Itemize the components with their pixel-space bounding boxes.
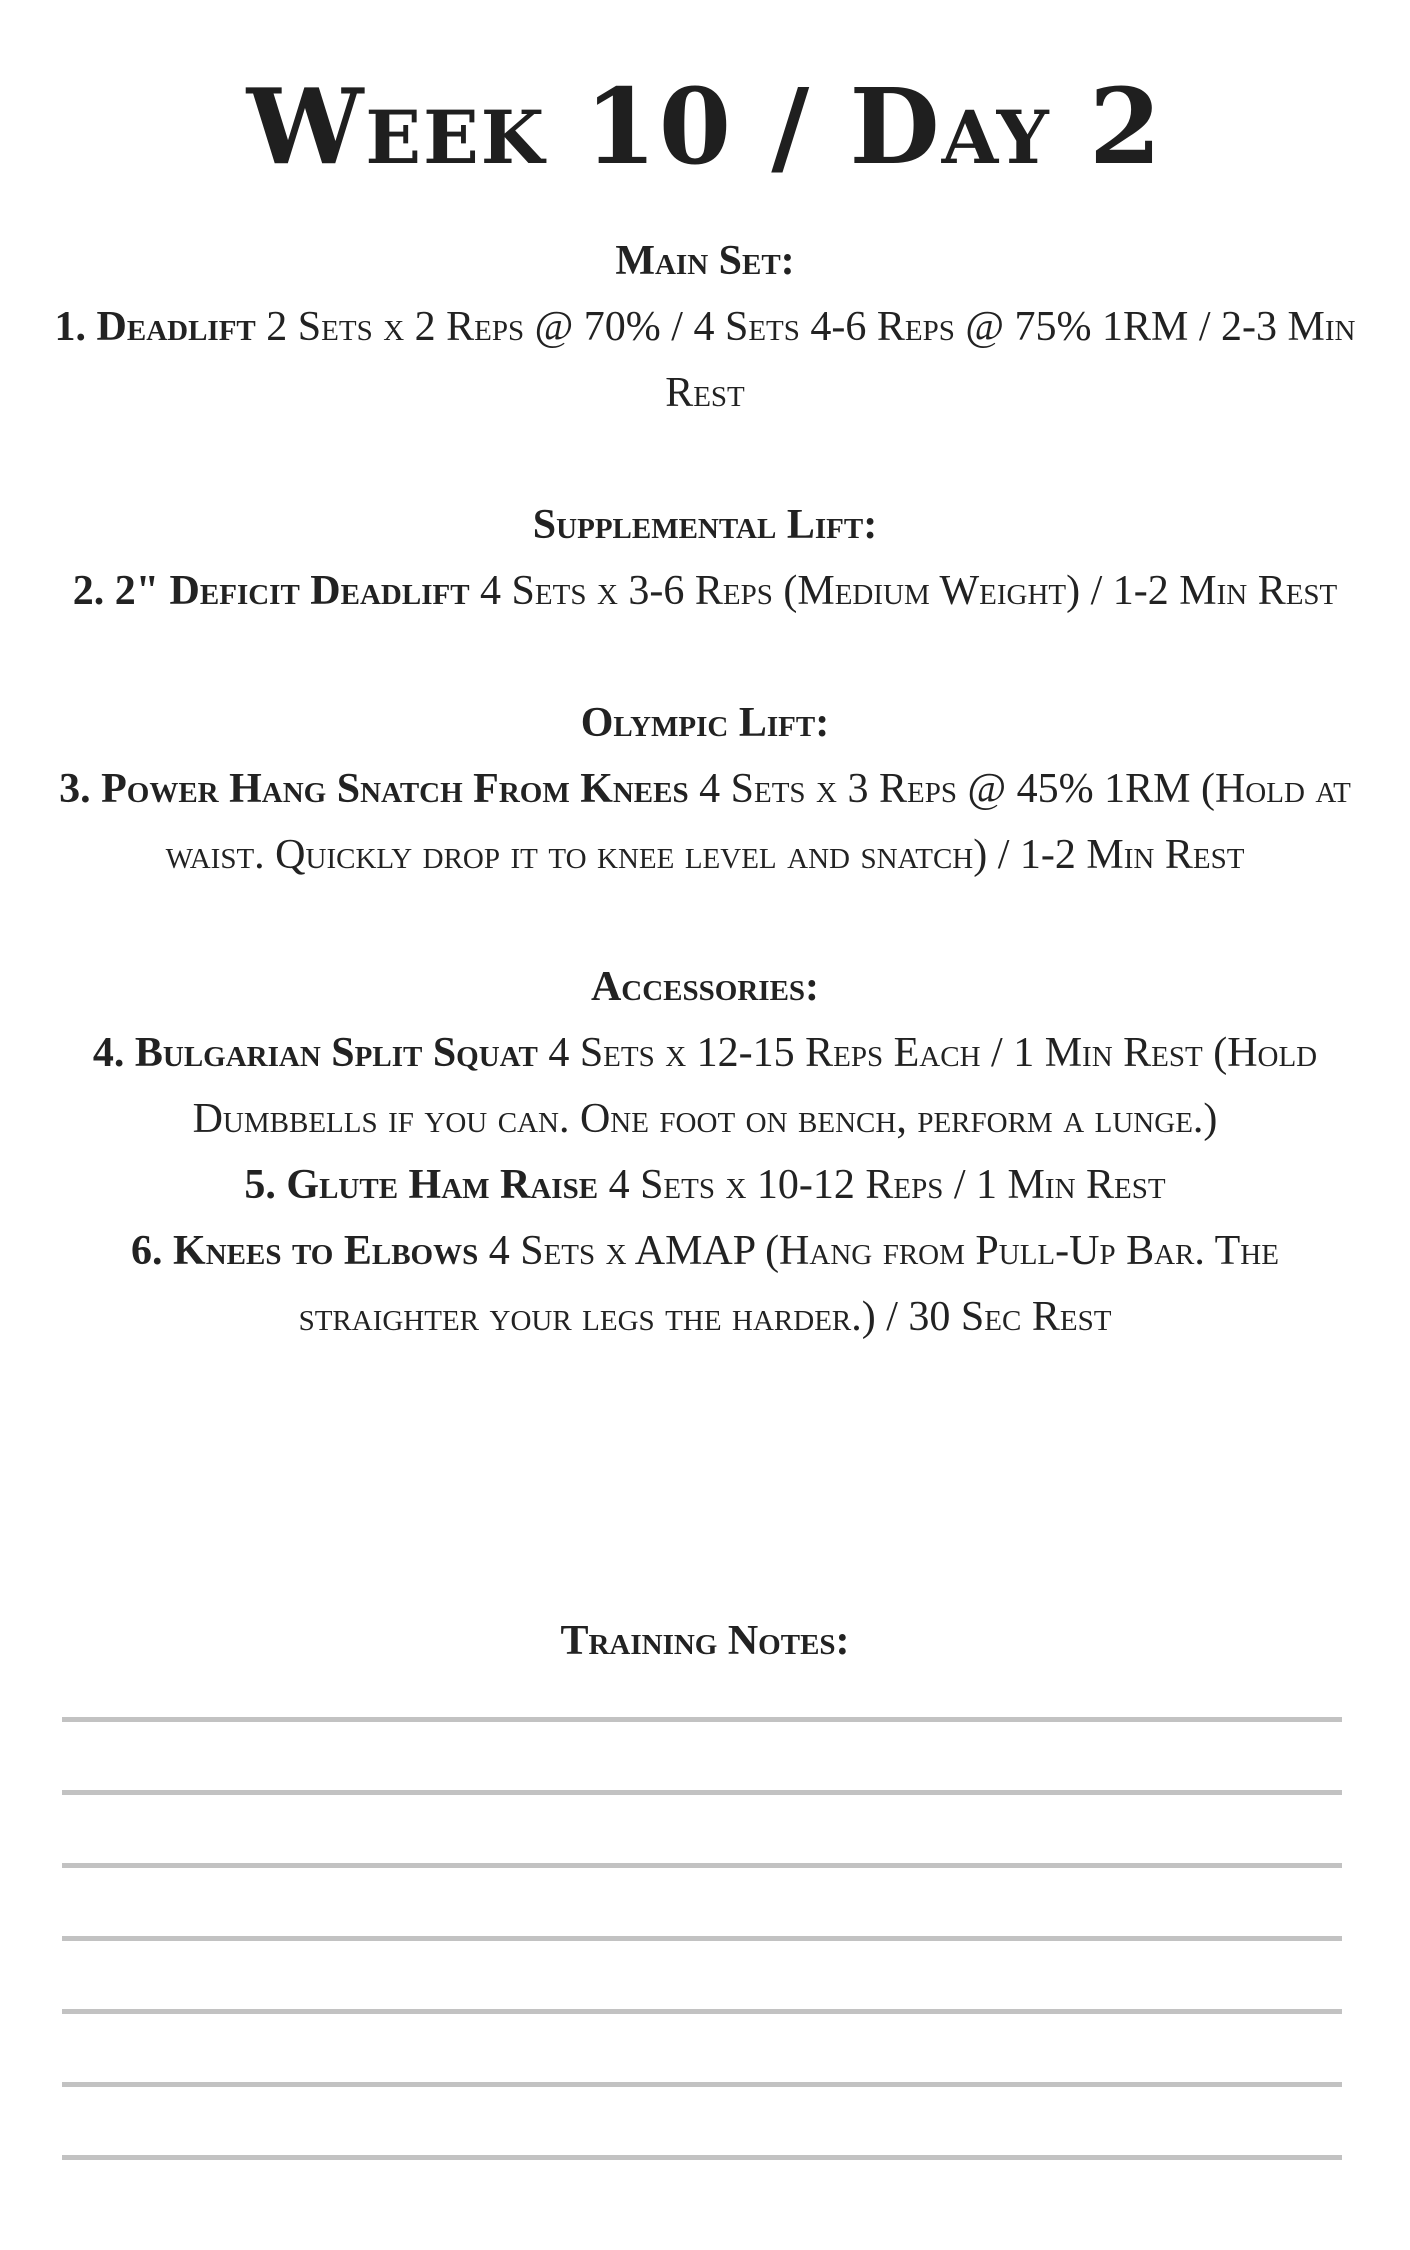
workout-content (40, 228, 1370, 1416)
note-line (62, 2009, 1342, 2014)
note-line (62, 2082, 1342, 2087)
exercise-detail: 4 Sets x 10-12 Reps / 1 Min Rest (598, 1162, 1166, 1208)
note-line (62, 1863, 1342, 1868)
exercise-name: 1. Deadlift (54, 304, 256, 350)
exercise-name: 4. Bulgarian Split Squat (92, 1030, 538, 1076)
exercise-detail: 4 Sets x 12-15 Reps Each / 1 Min Rest (Hold Dumbbells if you can. One foot on bench, perform a lunge.) (192, 1030, 1318, 1142)
supplemental-lift-heading: Supplemental Lift: (532, 502, 878, 548)
exercise-detail: 4 Sets x 3-6 Reps (Medium Weight) / 1-2 Min Rest (469, 568, 1338, 614)
exercise-name: 6. Knees to Elbows (131, 1228, 479, 1274)
exercise-item (40, 558, 1370, 624)
accessories-section (40, 954, 1370, 1350)
supplemental-lift-section (40, 492, 1370, 624)
exercise-name: 3. Power Hang Snatch From Knees (59, 766, 689, 812)
main-set-heading: Main Set: (615, 238, 795, 284)
exercise-name: 2. 2" Deficit Deadlift (72, 568, 470, 614)
main-set-section (40, 228, 1370, 426)
note-line (62, 1717, 1342, 1722)
page-title: Week 10 / Day 2 (246, 65, 1164, 188)
exercise-detail: 4 Sets x 3 Reps @ 45% 1RM (Hold at waist. Quickly drop it to knee level and snatch) / 1-2 Min Rest (165, 766, 1351, 878)
training-notes-heading: Training Notes: (560, 1618, 850, 1664)
note-line (62, 2155, 1342, 2160)
note-line (62, 1790, 1342, 1795)
olympic-lift-heading: Olympic Lift: (580, 700, 830, 746)
exercise-item (40, 294, 1370, 426)
note-line (62, 1936, 1342, 1941)
exercise-detail: 4 Sets x AMAP (Hang from Pull-Up Bar. The straighter your legs the harder.) / 30 Sec Rest (298, 1228, 1279, 1340)
exercise-item (40, 756, 1370, 888)
olympic-lift-section (40, 690, 1370, 888)
accessories-heading: Accessories: (590, 964, 820, 1010)
exercise-name: 5. Glute Ham Raise (244, 1162, 599, 1208)
exercise-item (40, 1152, 1370, 1218)
exercise-detail: 2 Sets x 2 Reps @ 70% / 4 Sets 4-6 Reps @ 75% 1RM / 2-3 Min Rest (255, 304, 1356, 416)
exercise-item (40, 1218, 1370, 1350)
exercise-item (40, 1020, 1370, 1152)
